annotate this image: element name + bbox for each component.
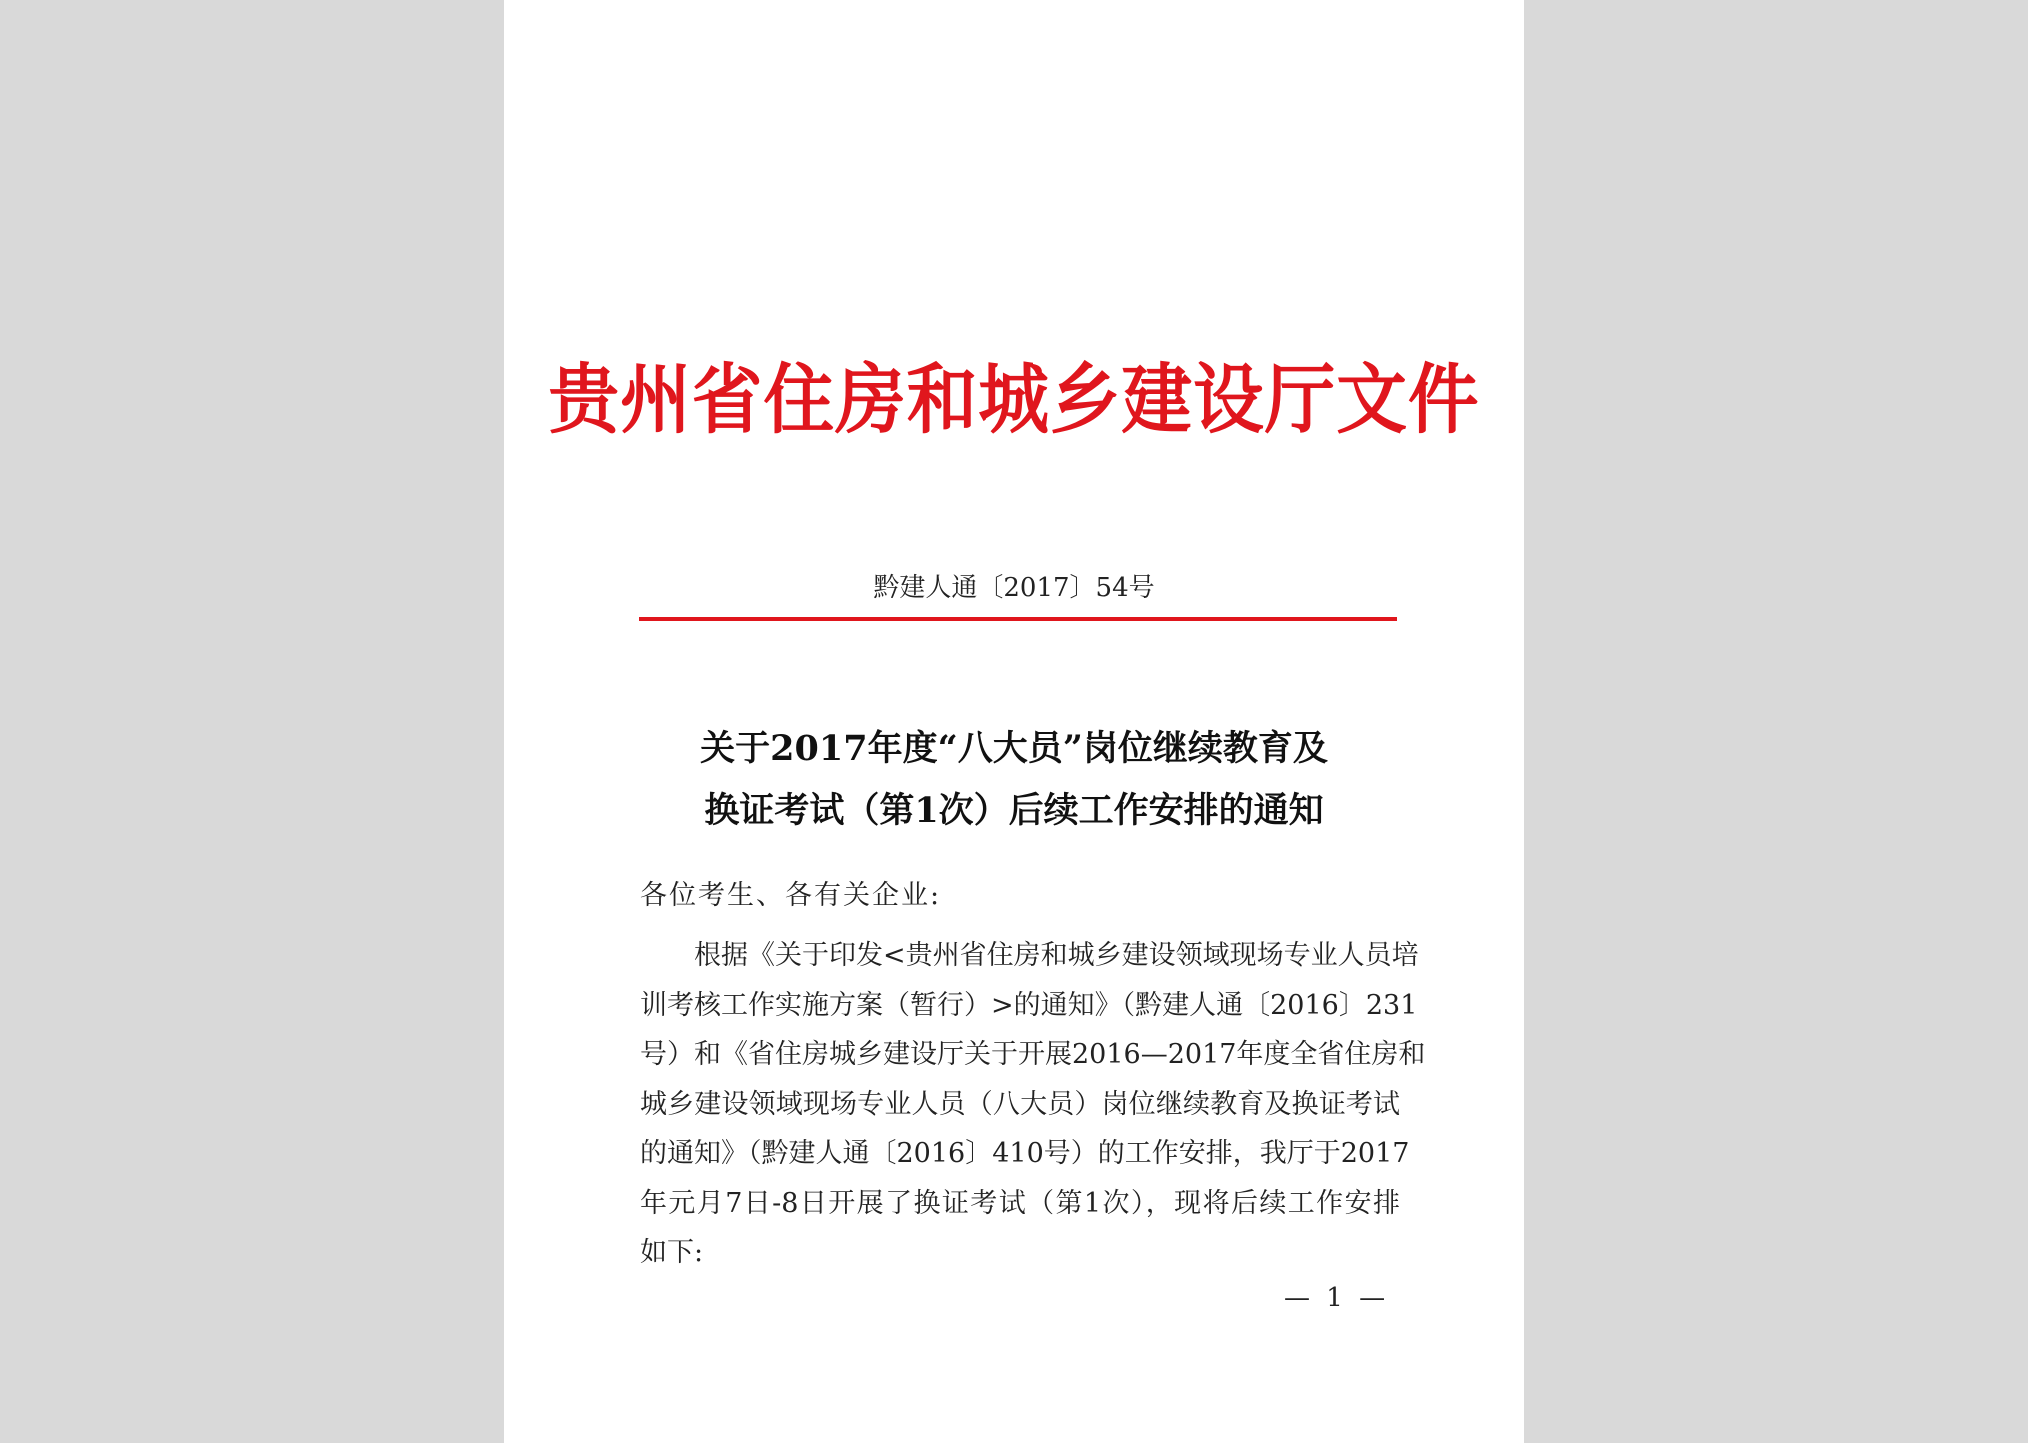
salutation: 各位考生、各有关企业: bbox=[640, 880, 942, 911]
notice-title bbox=[504, 718, 1524, 842]
body-line: 城乡建设领域现场专业人员（八大员）岗位继续教育及换证考试 bbox=[640, 1088, 1400, 1120]
issuing-authority-header: 贵州省住房和城乡建设厅文件 bbox=[548, 355, 1480, 444]
body-line: 年元月7日-8日开展了换证考试（第1次），现将后续工作安排 bbox=[640, 1187, 1400, 1219]
page-number: — 1 — bbox=[1284, 1283, 1390, 1313]
document-number: 黔建人通〔2017〕54号 bbox=[873, 573, 1155, 603]
body-line: 根据《关于印发<贵州省住房和城乡建设领域现场专业人员培 bbox=[694, 940, 1419, 971]
body-line: 的通知》（黔建人通〔2016〕410号）的工作安排，我厅于2017 bbox=[640, 1138, 1410, 1169]
document-page bbox=[504, 0, 1524, 1443]
body-line: 训考核工作实施方案（暂行）>的通知》（黔建人通〔2016〕231 bbox=[640, 989, 1418, 1021]
body-line: 号）和《省住房城乡建设厅关于开展2016—2017年度全省住房和 bbox=[640, 1039, 1426, 1070]
notice-title-line: 换证考试（第1次）后续工作安排的通知 bbox=[704, 790, 1324, 831]
red-divider-line bbox=[639, 617, 1397, 621]
body-line: 如下: bbox=[640, 1237, 704, 1268]
body-paragraph bbox=[640, 931, 1426, 1278]
notice-title-line: 关于2017年度“八大员”岗位继续教育及 bbox=[700, 728, 1328, 769]
